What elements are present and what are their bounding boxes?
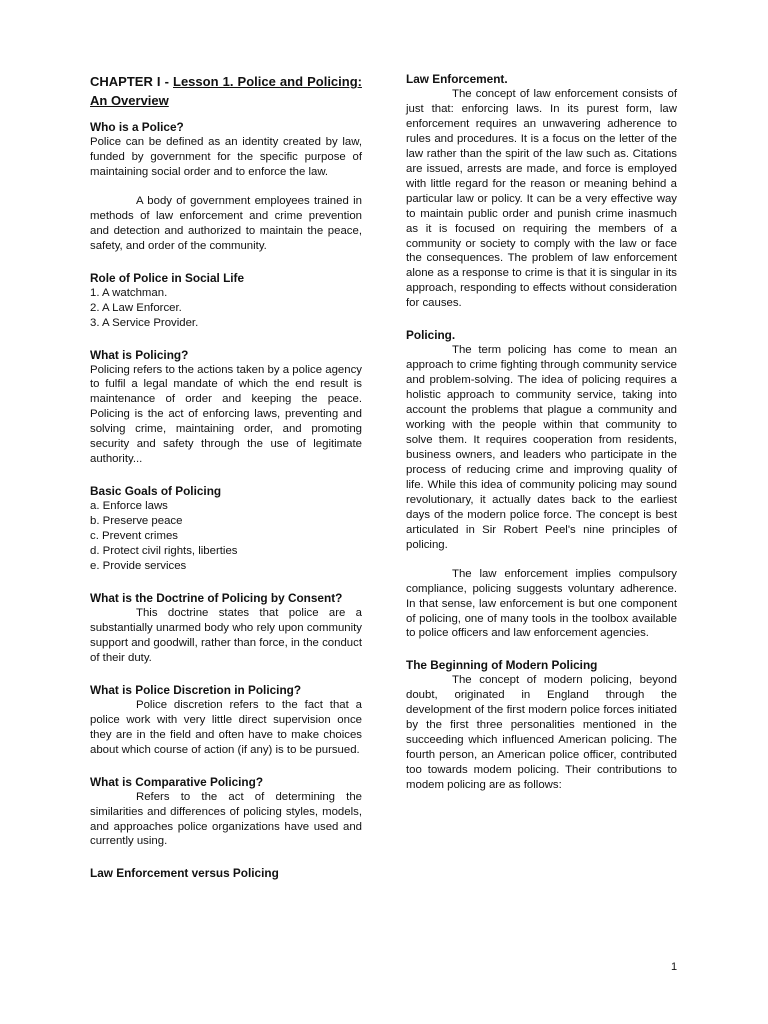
list-item: 1. A watchman. [90, 286, 168, 299]
heading-role-of-police: Role of Police in Social Life [90, 270, 245, 285]
right-column [406, 72, 677, 793]
left-column [90, 72, 362, 881]
chapter-prefix: CHAPTER I - [90, 74, 174, 89]
heading-basic-goals: Basic Goals of Policing [90, 484, 222, 499]
list-item: d. Protect civil rights, liberties [90, 545, 238, 558]
law-enforcement-text: The concept of law enforcement consists of just that: enforcing laws. In its purest form, law enforcement requires an unwavering adherence to rules and procedures. It is a focus on the letter of the law rather than the spirit of the law such as. Citations are issued, arrests are made, and force is employed with little regard for the reason or meaning behind a particular law or policy. It can be a very effective way to maintain public order and punish crime inasmuch as it is focused on requiring the members of a community or society to comply with the law or face the consequences. The problem of law enforcement alone as a response to crime is that it is singular in its approach, responding to effects without consideration for causes. [406, 88, 677, 310]
page-number: 1 [671, 961, 678, 973]
heading-policing: Policing. [406, 328, 456, 343]
heading-what-is-policing: What is Policing? [90, 347, 189, 362]
lesson-title: Lesson 1. Police and Policing: An Overview [90, 74, 362, 108]
list-item: b. Preserve peace [90, 515, 183, 528]
what-is-policing-text: Policing refers to the actions taken by a police agency to fulfil a legal mandate of which the end result is maintenance of order and keeping the peace. Policing is the act of enforcing laws, preventing and solving crime, maintaining order, and promoting security and safety through the use of legitimate authority... [90, 363, 362, 466]
heading-comparative: What is Comparative Policing? [90, 774, 264, 789]
police-body-text: A body of government employees trained in methods of law enforcement and crime prevention and detection and authorized to maintain the peace, safety, and order of the community. [90, 194, 362, 252]
chapter-title [90, 72, 362, 110]
doctrine-text: This doctrine states that police are a substantially unarmed body who rely upon community support and goodwill, rather than force, in the conduct of their duty. [90, 606, 362, 664]
list-item: 2. A Law Enforcer. [90, 301, 182, 314]
heading-law-enforcement: Law Enforcement. [406, 72, 508, 86]
policing-compare-text: The law enforcement implies compulsory compliance, policing suggests voluntary adherence. In that sense, law enforcement is but one component of policing, one of many tools in the toolbox available to police officers and law enforcement agencies. [406, 567, 677, 640]
policing-text: The term policing has come to mean an approach to crime fighting through community service and problem-solving. The idea of policing requires a holistic approach to community service, taking into account the problems that plague a community and working with the people within that community to solve them. It requires cooperation from residents, business owners, and leaders who participate in the process of reducing crime and improving quality of life. While this idea of community policing may sound revolutionary, it actually dates back to the earliest days of the modern police force. The concept is best articulated in Sir Robert Peel's nine principles of policing. [406, 344, 677, 551]
list-item: e. Provide services [90, 560, 187, 573]
goals-list [90, 499, 362, 574]
discretion-text: Police discretion refers to the fact that a police work with very little direct supervision once they are in the field and often have to make choices about which course of action (if any) is to be pursued. [90, 698, 362, 756]
modern-policing-text: The concept of modern policing, beyond doubt, originated in England through the development of the first modern police forces initiated by the first three personalities mentioned in the succeeding which influenced American policing. The fourth person, an American police officer, contributed too towards modem policing. Their contributions to modem policing are as follows: [406, 674, 677, 792]
who-is-police-text: Police can be defined as an identity created by law, funded by government for the specific purpose of maintaining social order and to enforce the law. [90, 136, 362, 178]
list-item: c. Prevent crimes [90, 530, 178, 543]
heading-le-vs-policing: Law Enforcement versus Policing [90, 866, 279, 881]
role-list [90, 286, 362, 331]
heading-who-is-police: Who is a Police? [90, 120, 184, 134]
comparative-text: Refers to the act of determining the similarities and differences of policing styles, models, and approaches police organizations have used and currently using. [90, 790, 362, 848]
heading-modern-policing: The Beginning of Modern Policing [406, 658, 598, 673]
list-item: 3. A Service Provider. [90, 316, 199, 329]
list-item: a. Enforce laws [90, 500, 168, 513]
heading-discretion: What is Police Discretion in Policing? [90, 682, 302, 697]
heading-doctrine: What is the Doctrine of Policing by Consent? [90, 590, 343, 605]
